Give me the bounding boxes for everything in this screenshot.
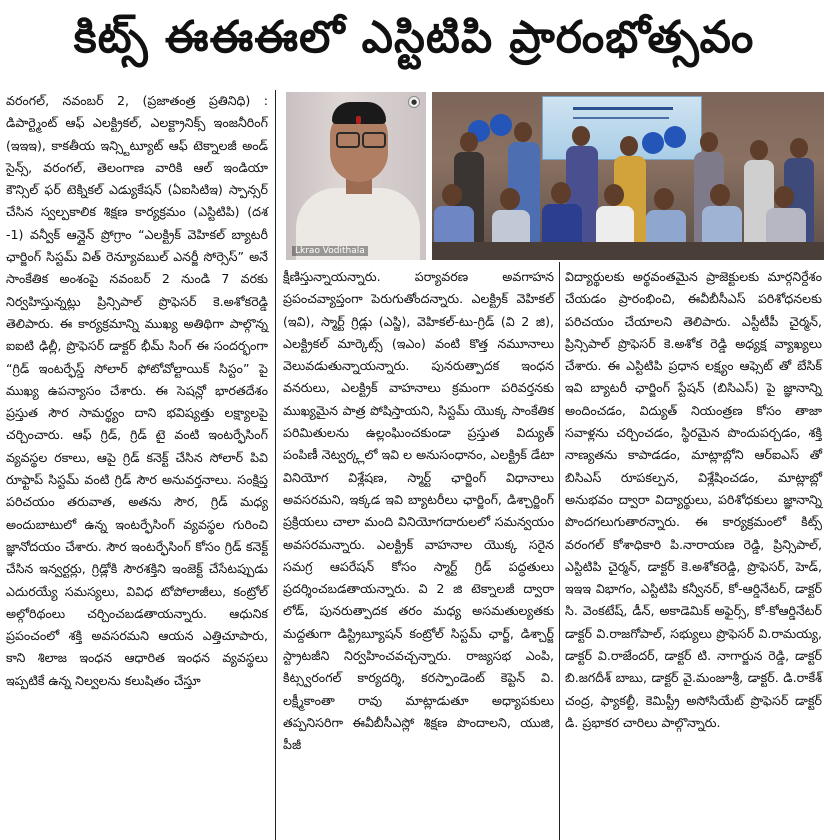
article-column-3: [565, 266, 822, 840]
balloon-decoration: [642, 132, 664, 154]
group-photo: [432, 92, 824, 260]
speaker-tilak: [356, 116, 361, 124]
eyeglasses-right: [362, 132, 386, 148]
article-text: వరంగల్, నవంబర్ 2, (ప్రజాతంత్ర ప్రతినిధి) : డిపార్ట్మెంట్ ఆఫ్ ఎలక్ట్రికల్, ఎలక్ట్రానిక్స్ ఇంజనీరింగ్ (ఇఇఇ), కాకతీయ ఇన్స్టిట్యూట్ ఆఫ్ టెక్నాలజీ అండ్ సైన్స్, వరంగల్, తెలంగాణ వారికి ఆల్ ఇండియా కౌన్సిల్ ఫర్ టెక్నికల్ ఎడ్యుకేషన్ (ఏఐసిటిఇ) స్పాన్సర్ చేసిన స్వల్పకాలిక శిక్షణ కార్యక్రమం (ఎస్టిటిపి) (దశ -1) వన్వీక్ ఆన్లైన్ ప్రోగ్రాం “ఎలక్ట్రిక్ వెహికల్ బ్యాటరీ ఛార్జింగ్ సిస్టమ్ విత్ రెన్యూవబుల్ ఎనర్జీ సోర్సెస్” అనే సాంకేతిక అంశంపై నవంబర్ 2 నుండి 7 వరకు నిర్వహిస్తున్నట్లు ప్రిన్సిపాల్ ప్రొఫెసర్ కె.అశోకరెడ్డి తెలిపారు. ఈ కార్యక్రమాన్ని ముఖ్య అతిథిగా పాల్గొన్న ఐఐటి ఢిల్లీ, ప్రొఫెసర్ డాక్టర్ భీమ్ సింగ్ ఈ సందర్భంగా “గ్రిడ్ ఇంటర్ఫేస్డ్ సోలార్ ఫోటోవోల్టాయిక్ సిస్టం” పై ముఖ్య ఉపన్యాసం చేశారు. ఈ సెషన్లో భారతదేశం ప్రస్తుత సౌర సామర్థ్యం దాని భవిష్యత్తు లక్ష్యాలపై చర్చించారు. ఆఫ్ గ్రిడ్, గ్రిడ్ టై వంటి ఇంటర్ఫేసింగ్ వ్యవస్థల రకాలు, ఆపై గ్రిడ్ కనెక్ట్ చేసిన సోలార్ పివి రూఫ్టాప్ సిస్టమ్ వంటి గ్రిడ్ సౌర అనువర్తనాలు. సంక్షిప్త పరిచయం తరువాత, అతను సౌర, గ్రిడ్ మధ్య అందుబాటులో ఉన్న ఇంటర్ఫేసింగ్ వ్యవస్థల గురించి జ్ఞానోదయం చేశారు. సౌర ఇంటర్ఫేసింగ్ కోసం గ్రిడ్ కనెక్ట్ చేసిన ఇన్వర్టర్లు, గ్రిడ్లోకి సౌరశక్తిని ఇంజెక్ట్ చేసేటప్పుడు ఎదురయ్యే సమస్యలు, వివిధ టోపోలాజీలు, కంట్రోల్ అల్గోరిథంలు చర్చించబడతాయన్నారు. ఆధునిక ప్రపంచంలో శక్తి అవసరమని ఆయన ఎత్తిచూపారు, కాని శిలాజ ఇంధన ఆధారిత ఇంధన వ్యవస్థలు ఇప్పటికే ఉన్న నిల్వలను కలుషితం చేస్తూ: [6, 93, 268, 688]
article-column-2: [283, 266, 554, 840]
balloon-decoration: [664, 126, 686, 148]
article-text: క్షీణిస్తున్నాయన్నారు. పర్యావరణ అవగాహన ప్రపంచవ్యాప్తంగా పెరుగుతోందన్నారు. ఎలక్ట్రిక్ వెహికల్ (ఇవి), స్మార్ట్ గ్రిడ్లు (ఎస్జి), వెహికల్-టు-గ్రిడ్ (వి 2 జి), ఎలక్ట్రికల్ మార్కెట్స్ (ఇఎం) వంటి కొత్త నమూనాలు వెలువడుతున్నాయన్నారు. పునరుత్పాదక ఇంధన వనరులు, ఎలక్ట్రిక్ వాహనాలు క్రమంగా పరివర్తనకు ముఖ్యమైన పాత్ర పోషిస్తాయని, సిస్టమ్ యొక్క సాంకేతిక పరిమితులను ఉల్లంఘించకుండా ప్రస్తుత విద్యుత్ పంపిణీ నెట్వర్క్లలో ఇవి ల అనుసంధానం, ఎలక్ట్రిక్ డేటా వినియోగ విశ్లేషణ, స్మార్ట్ ఛార్జింగ్ విధానాలు అవసరమని, ఇక్కడ ఇవి బ్యాటరీలు ఛార్జింగ్, డిశ్చార్జింగ్ ప్రక్రియలు చాలా మంది వినియోగదారులలో సమన్వయం అవసరమన్నారు. ఎలక్ట్రిక్ వాహనాల యొక్క సరైన సమగ్ర ఆపరేషన్ కోసం స్మార్ట్ గ్రిడ్ పద్ధతులు ప్రదర్శించబడతాయన్నారు. వి 2 జి టెక్నాలజీ ద్వారా లోడ్, పునరుత్పాదక తరం మధ్య అసమతుల్యతకు మద్దతుగా డిస్ట్రిబ్యూషన్ కంట్రోల్ సిస్టమ్ ఛార్జ్, డిశ్చార్జ్ స్ట్రాటజీని నిర్వహించవచ్చన్నారు. రాజ్యసభ ఎంపి, కిట్స్వరంగల్ కార్యదర్శి, కరస్పాండెంట్ కెప్టెన్ వి. లక్ష్మీకాంతా రావు మాట్లాడుతూ అధ్యాపకులు తప్పనిసరిగా ఈవీబీసీఎస్లో శిక్షణ పొందాలని, యుజి, పీజీ: [283, 269, 554, 753]
column-divider: [275, 90, 276, 840]
article-column-1: [6, 90, 268, 840]
photo-floor: [432, 242, 824, 260]
article-text: విద్యార్థులకు అర్థవంతమైన ప్రాజెక్టులకు మార్గనిర్దేశం చేయడం ప్రారంభించి, ఈవీబీసీఎస్ పరిశోధనలకు పరిచయం చేయాలని తెలిపారు. ఎస్టీటీపీ చైర్మన్, ప్రిన్సిపాల్ ప్రొఫెసర్ కె.అశోక రెడ్డి అధ్యక్ష వ్యాఖ్యలు చేశారు. ఈ ఎస్టిటిపి ప్రధాన లక్ష్యం ఆఫ్సెట్ తో బేసిక్ ఇవి బ్యాటరీ ఛార్జింగ్ స్టేషన్ (బిసిఎస్) పై జ్ఞానాన్ని అందించడం, విద్యుత్ నియంత్రణ కోసం తాజా సవాళ్లను చర్చించడం, స్థిరమైన పొందుపర్చడం, శక్తి నాణ్యతను కాపాడడం, మాట్లాబ్లోని ఆర్ఐఎస్ తో బిసిఎస్ రూపకల్పన, విశ్లేషించడం, మాట్లాబ్లో అనుభవం ద్వారా విద్యార్థులు, పరిశోధకులు జ్ఞానాన్ని పొందగలుగుతారన్నారు. ఈ కార్యక్రమంలో కిట్స్ వరంగల్ కోశాధికారి పి.నారాయణ రెడ్డి, ప్రిన్సిపాల్, ఎస్టిటిపి చైర్మన్, డాక్టర్ కె.అశోకరెడ్డి, ప్రొఫెసర్, హెడ్, ఇఇఇ విభాగం, ఎస్టిటిపి కన్వీనర్, కో-ఆర్డినేటర్, డాక్టర్ సి. వెంకటేష్, డీన్, అకాడెమిక్ అఫైర్స్, కో-కోఆర్డినేటర్ డాక్టర్ వి.రాజగోపాల్, సభ్యులు ప్రొఫెసర్ వి.రామయ్య, డాక్టర్ వి.రాజేందర్, డాక్టర్ టి. నాగార్జున రెడ్డి, డాక్టర్ బి.జగదీశ్ బాబు, డాక్టర్ వై.మంజూశ్రీ, డాక్టర్. డి.రాకేశ్ చంద్ర, ఫ్యాకల్టీ, కెమిస్ట్రీ అసోసియేట్ ప్రొఫెసర్ డాక్టర్ డి. ప్రభాకర చారిలు పాల్గొన్నారు.: [565, 269, 822, 730]
microphone-icon: ●: [408, 96, 420, 108]
eyeglasses-left: [336, 132, 360, 148]
headline: కిట్స్ ఈఈఈలో ఎస్టిటిపి ప్రారంభోత్సవం: [73, 12, 755, 63]
balloon-decoration: [490, 114, 512, 136]
video-caption: Lkrao Vodithala: [292, 246, 368, 256]
column-divider: [559, 262, 560, 840]
video-call-photo: [286, 92, 426, 260]
